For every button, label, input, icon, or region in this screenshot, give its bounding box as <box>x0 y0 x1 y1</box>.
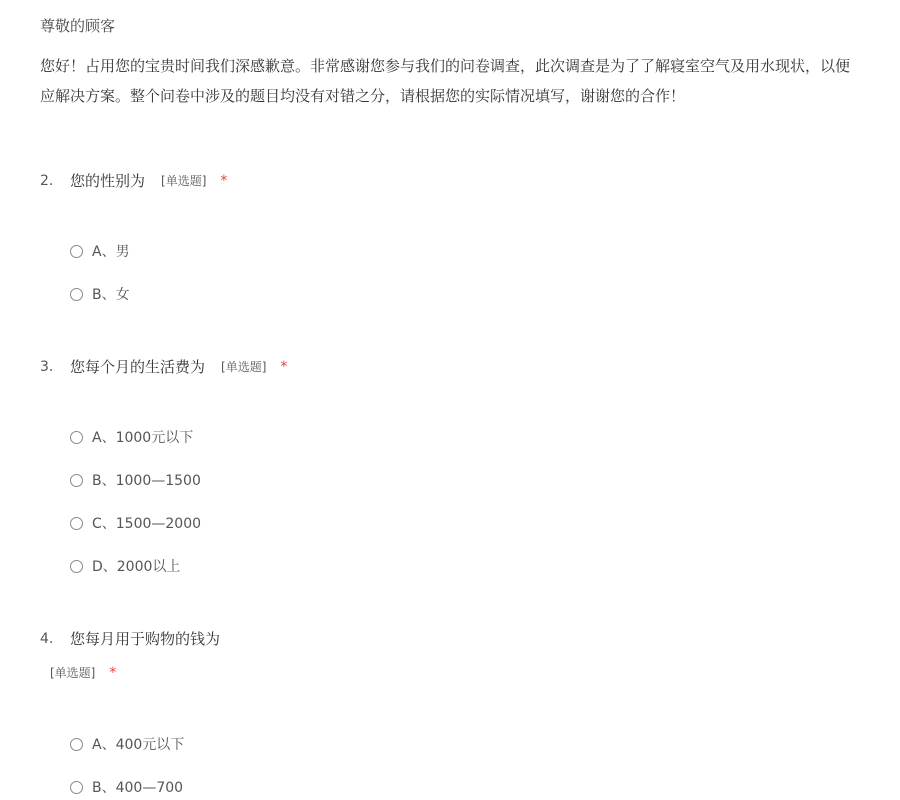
question-number: 2. <box>40 172 54 189</box>
option-q4-a[interactable] <box>70 734 184 754</box>
question-3-title <box>40 356 287 377</box>
required-marker: * <box>280 358 288 375</box>
option-q3-d[interactable] <box>70 556 180 576</box>
radio-button[interactable] <box>70 431 83 444</box>
option-q3-b[interactable] <box>70 470 201 490</box>
radio-button[interactable] <box>70 288 83 301</box>
option-q4-b[interactable] <box>70 777 183 797</box>
question-text: 您每个月的生活费为 <box>70 358 206 376</box>
intro-line: 应解决方案。整个问卷中涉及的题目均没有对错之分，请根据您的实际情况填写，谢谢您的合作！ <box>40 87 686 105</box>
question-4-meta <box>50 664 116 681</box>
intro-paragraph <box>40 51 900 111</box>
option-label: C、1500—2000 <box>92 516 202 532</box>
radio-button[interactable] <box>70 781 83 794</box>
option-label: A、男 <box>92 244 130 260</box>
required-marker: * <box>109 664 117 681</box>
option-label: A、1000元以下 <box>92 430 194 446</box>
intro-line: 您好！占用您的宝贵时间我们深感歉意。非常感谢您参与我们的问卷调查，此次调查是为了了解寝室空气及用水现状，以便 <box>40 57 851 75</box>
question-text: 您每月用于购物的钱为 <box>70 630 221 648</box>
question-text: 您的性别为 <box>70 172 146 190</box>
option-label: D、2000以上 <box>92 559 181 575</box>
question-type-label: [单选题] <box>161 174 207 188</box>
question-number: 4. <box>40 630 54 647</box>
question-4-title <box>40 628 220 649</box>
radio-button[interactable] <box>70 560 83 573</box>
option-q3-a[interactable] <box>70 427 193 447</box>
option-label: B、1000—1500 <box>92 473 201 489</box>
option-q3-c[interactable] <box>70 513 201 533</box>
question-type-label: [单选题] <box>221 360 267 374</box>
option-q2-a[interactable] <box>70 241 130 261</box>
radio-button[interactable] <box>70 738 83 751</box>
question-2-title <box>40 170 227 191</box>
option-q2-b[interactable] <box>70 284 130 304</box>
radio-button[interactable] <box>70 245 83 258</box>
option-label: B、女 <box>92 287 130 303</box>
radio-button[interactable] <box>70 474 83 487</box>
question-number: 3. <box>40 358 54 375</box>
required-marker: * <box>220 172 228 189</box>
option-label: B、400—700 <box>92 780 184 796</box>
question-type-label: [单选题] <box>50 666 96 680</box>
greeting-text: 尊敬的顾客 <box>40 17 116 35</box>
option-label: A、400元以下 <box>92 737 185 753</box>
radio-button[interactable] <box>70 517 83 530</box>
